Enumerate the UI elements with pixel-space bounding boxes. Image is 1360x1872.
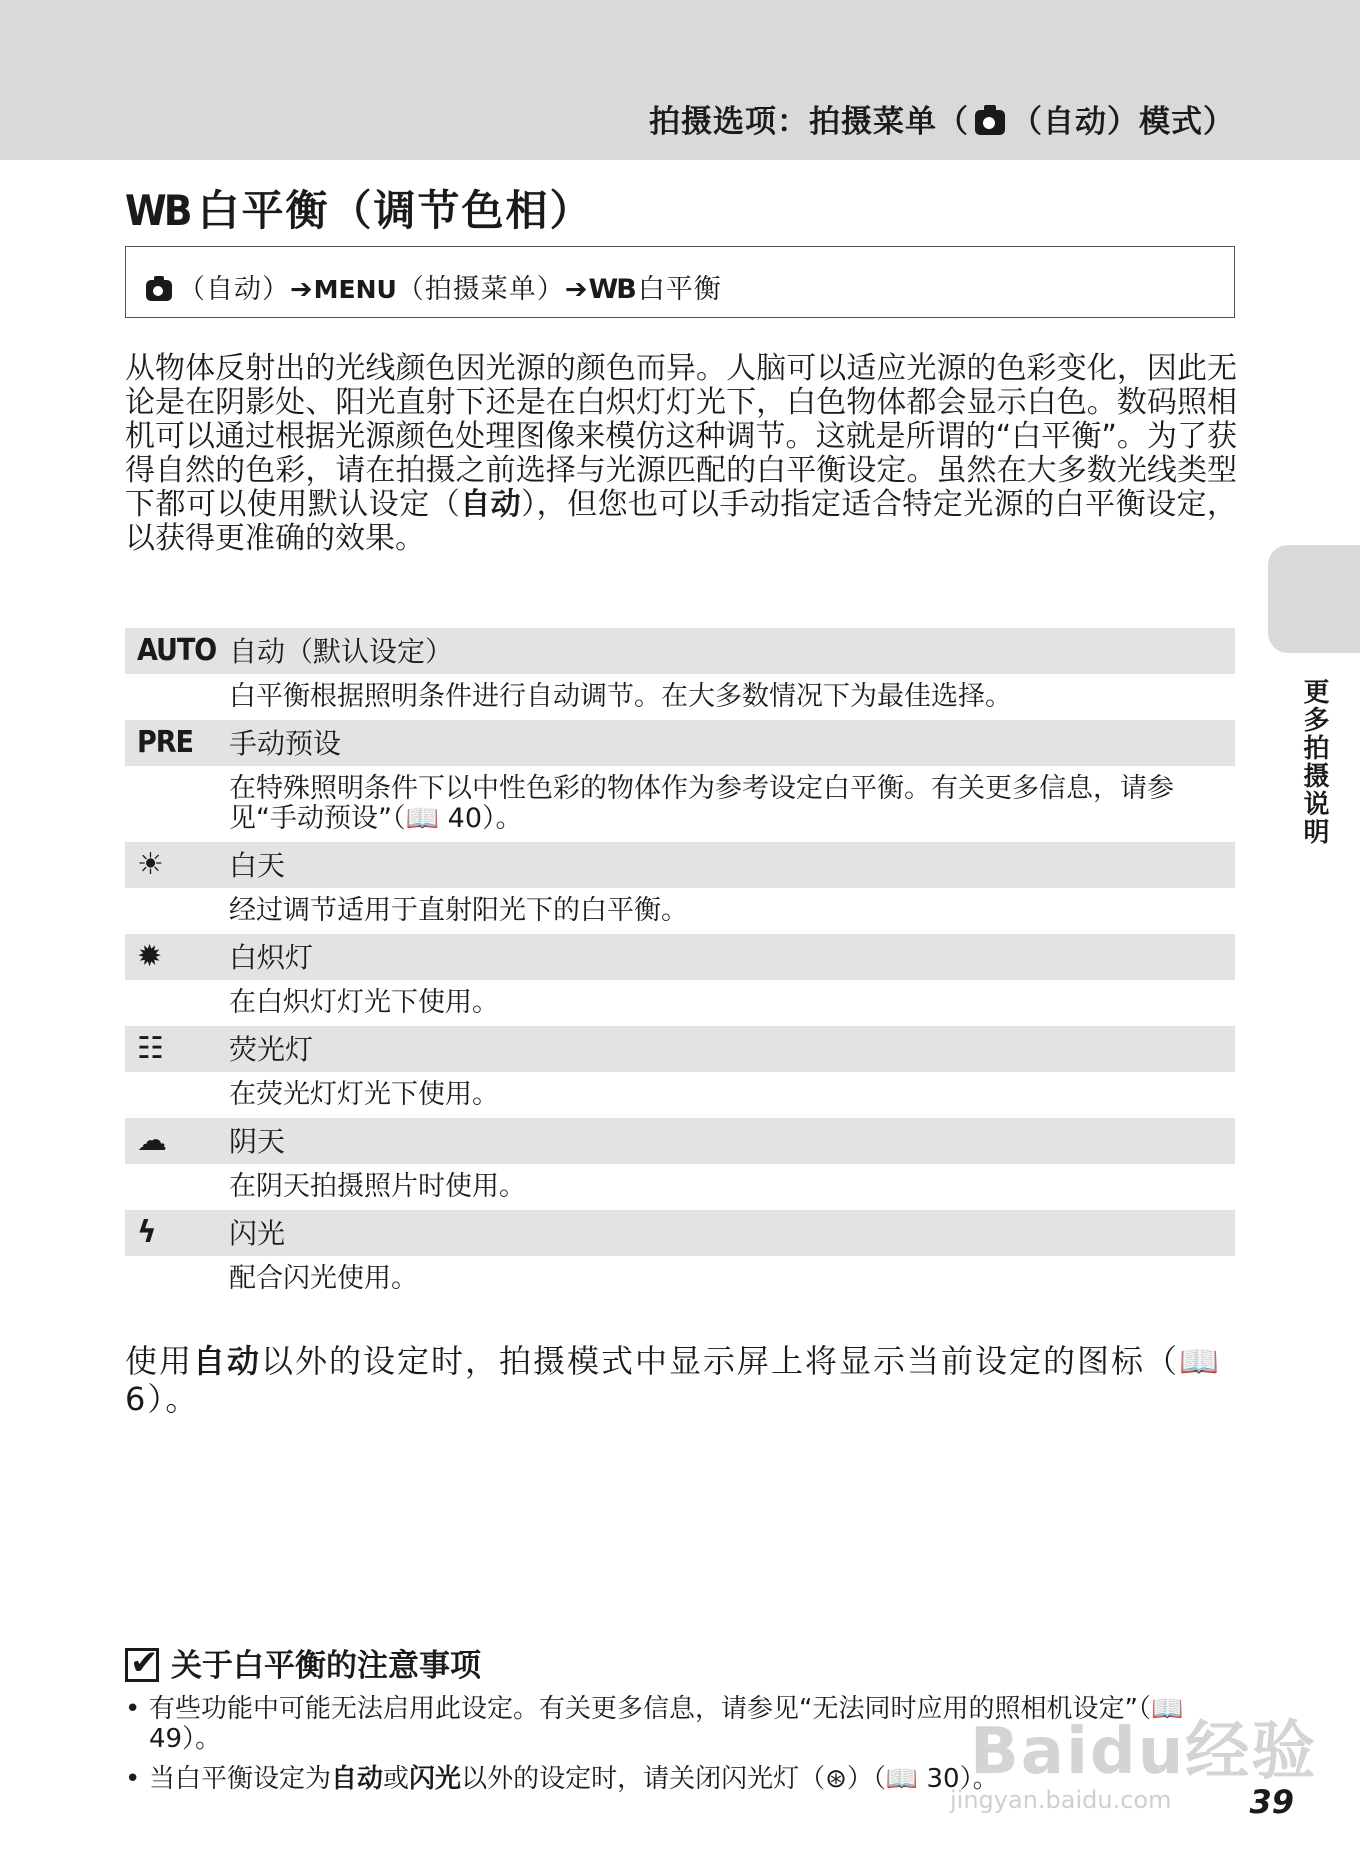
breadcrumb-post: （自动）模式） [1011,104,1235,140]
option-label: 白炽灯 [229,941,314,974]
check-icon [125,1648,159,1682]
option-row-incandescent [125,934,1235,980]
menu-label: MENU [313,275,397,304]
option-desc [125,888,1235,934]
title-text: 白平衡（调节色相） [197,186,594,235]
camera-icon [975,110,1005,135]
option-desc-text: 白平衡根据照明条件进行自动调节。在大多数情况下为最佳选择。 [229,681,1012,712]
closing-text: 使用 [125,1342,194,1380]
option-row-preset [125,720,1235,766]
intro-bold: 自动 [460,487,522,522]
option-desc-text: 配合闪光使用。 [229,1263,418,1294]
option-label: 手动预设 [229,727,342,760]
sun-icon: ☀ [137,847,164,882]
intro-text-after: ），但您也可以手动指定适合特定光源的白平衡设定，以获得更准确的效果。 [125,487,1238,556]
incandescent-icon: ✹ [137,939,163,974]
notes-heading-text: 关于白平衡的注意事项 [171,1648,481,1684]
arrow-icon: ➔ [290,274,314,305]
watermark-logo: Baidu经验 [970,1715,1318,1789]
note-text: 以外的设定时，请关闭闪光灯（⊛）（📖 30）。 [461,1764,999,1794]
path-auto: （自动） [178,274,290,305]
note-text: 有些功能中可能无法启用此设定。有关更多信息，请参见“无法同时应用的照相机设定”（📖 49）。 [149,1694,1184,1754]
option-desc [125,1072,1235,1118]
option-desc-text: 在阴天拍摄照片时使用。 [229,1171,526,1202]
option-label: 阴天 [229,1125,286,1158]
option-desc [125,674,1235,720]
notes-heading [125,1640,481,1685]
wb-icon: WB [588,274,635,305]
option-row-auto [125,628,1235,674]
camera-icon [146,280,172,301]
white-balance-options-table [125,628,1235,1302]
option-label: 自动（默认设定） [229,635,454,668]
closing-paragraph [125,1342,1237,1418]
fluorescent-icon: ☷ [137,1031,164,1066]
option-desc [125,1164,1235,1210]
intro-paragraph [125,352,1237,556]
breadcrumb-pre: 拍摄选项：拍摄菜单（ [649,104,969,140]
path-white-balance: 白平衡 [637,274,722,305]
option-label: 闪光 [229,1217,286,1250]
option-desc-text: 在白炽灯灯光下使用。 [229,987,499,1018]
option-desc [125,1256,1235,1302]
section-tab-label: 更多拍摄说明 [1299,678,1329,846]
note-bold: 自动 [331,1764,384,1794]
watermark-url: jingyan.baidu.com [950,1786,1172,1814]
flash-icon: ϟ [137,1215,157,1250]
menu-path [140,267,722,306]
note-text: 当白平衡设定为 [149,1764,332,1794]
option-row-cloudy [125,1118,1235,1164]
header-breadcrumb [649,96,1235,141]
option-desc-text: 在特殊照明条件下以中性色彩的物体作为参考设定白平衡。有关更多信息，请参见“手动预设”（📖 40）。 [229,773,1174,834]
page-number: 39 [1249,1783,1294,1821]
option-desc [125,980,1235,1026]
closing-text-after: 以外的设定时，拍摄模式中显示屏上将显示当前设定的图标（📖 6）。 [125,1342,1221,1418]
option-row-fluorescent [125,1026,1235,1072]
option-desc-text: 经过调节适用于直射阳光下的白平衡。 [229,895,688,926]
cloud-icon: ☁ [137,1123,167,1158]
path-shooting-menu: （拍摄菜单） [396,274,565,305]
auto-icon: AUTO [137,633,217,668]
option-desc-text: 在荧光灯灯光下使用。 [229,1079,499,1110]
option-row-flash [125,1210,1235,1256]
wb-icon: WB [125,186,190,235]
option-label: 荧光灯 [229,1033,314,1066]
option-desc [125,766,1235,842]
option-row-daylight [125,842,1235,888]
section-tab [1268,545,1360,653]
page-title [125,178,594,238]
intro-text: 从物体反射出的光线颜色因光源的颜色而异。人脑可以适应光源的色彩变化，因此无论是在阴影处、阳光直射下还是在白炽灯灯光下，白色物体都会显示白色。数码照相机可以通过根据光源颜色处理图像来模仿这种调节。这就是所谓的“白平衡”。为了获得自然的色彩，请在拍摄之前选择与光源匹配的白平衡设定。虽然在大多数光线类型下都可以使用默认设定（ [125,351,1237,522]
menu-path-box [125,246,1235,318]
arrow-icon: ➔ [564,274,589,305]
preset-icon: PRE [137,725,194,760]
note-text: 或 [383,1764,410,1794]
option-label: 白天 [229,849,286,882]
closing-bold: 自动 [193,1342,262,1380]
note-bold: 闪光 [409,1764,462,1794]
